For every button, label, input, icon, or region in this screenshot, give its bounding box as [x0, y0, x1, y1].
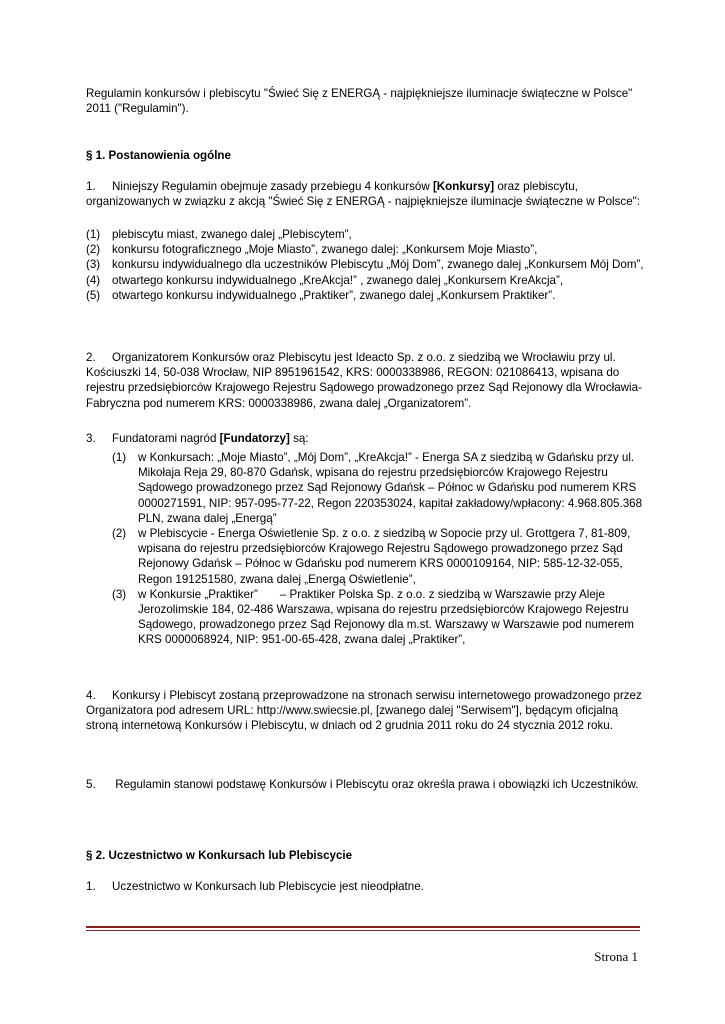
- list-item: [112, 450, 648, 526]
- list-item: [86, 273, 648, 288]
- list-item-text: otwartego konkursu indywidualnego „Praktiker”, zwanego dalej „Konkursem Praktiker”.: [112, 288, 556, 302]
- para-number: 2.: [86, 351, 96, 364]
- list-item-text: otwartego konkursu indywidualnego „KreAkcja!” , zwanego dalej „Konkursem KreAkcja”,: [112, 273, 564, 287]
- list-item: [112, 587, 648, 648]
- section1-para5: [86, 777, 648, 792]
- para-text: są:: [289, 432, 309, 445]
- para-number: 5.: [86, 778, 96, 791]
- list-item-text: w Plebiscycie - Energa Oświetlenie Sp. z o.o. z siedzibą w Sopocie przy ul. Grottgera 7, 81-809, wpisana do rejestru przedsiębiorców Krajowego Rejestru Sądowego prowadzonego przez Sąd Rejonowy Gdańsk – Północ w Gdańsku pod numerem KRS 0000109164, NIP: 585-12-32-055, Regon 191251580, zwana dalej „Energą Oświetlenie”,: [138, 527, 631, 586]
- para-text: Konkursy i Plebiscyt zostaną przeprowadzone na stronach serwisu internetowego prowadzonego przez Organizatora pod adresem URL: http://www.swiecsie.pl, [zwanego dalej "Serwisem"], będącym oficjalną stroną internetową Konkursów i Plebiscytu, w dniach od 2 grudnia 2011 roku do 24 stycznia 2012 roku.: [86, 689, 642, 733]
- para-text: oraz plebiscytu, organizowanych w związku z akcją "Świeć Się z ENERGĄ - najpiękniejsze iluminacje świąteczne w Polsce":: [86, 180, 641, 209]
- list-item: [86, 227, 648, 242]
- section1-para4: [86, 688, 648, 734]
- section1-para3: [86, 431, 648, 446]
- list-item: [86, 288, 648, 303]
- list-item-text: w Konkursie „Praktiker”: [138, 587, 258, 601]
- page-number: Strona 1: [594, 949, 638, 964]
- section1-para2: [86, 350, 648, 411]
- para-text: Niniejszy Regulamin obejmuje zasady przebiegu 4 konkursów: [112, 180, 433, 193]
- section1-heading: § 1. Postanowienia ogólne: [86, 149, 231, 162]
- list-item-number: (1): [112, 451, 127, 464]
- para-text: Uczestnictwo w Konkursach lub Plebiscycie jest nieodpłatne.: [112, 880, 424, 893]
- list-item-text: plebiscytu miast, zwanego dalej „Plebiscytem”,: [112, 228, 352, 241]
- para-number: 1.: [86, 180, 96, 193]
- section1-para3-list: [112, 450, 648, 648]
- para-bold-term: [Konkursy]: [432, 180, 495, 193]
- list-item: [112, 526, 648, 587]
- para-text: Regulamin stanowi podstawę Konkursów i Plebiscytu oraz określa prawa i obowiązki ich Uczestników.: [112, 778, 639, 791]
- section2-heading: § 2. Uczestnictwo w Konkursach lub Plebiscycie: [86, 849, 353, 862]
- list-item-text: konkursu fotograficznego „Moje Miasto”, zwanego dalej: „Konkursem Moje Miasto”,: [112, 243, 538, 257]
- list-item: [86, 257, 648, 272]
- list-item-number: (1): [86, 228, 101, 241]
- para-number: 1.: [86, 880, 96, 893]
- list-item-number: (3): [112, 587, 127, 601]
- intro-paragraph: Regulamin konkursów i plebiscytu "Świeć Się z ENERGĄ - najpiękniejsze iluminacje świąteczne w Polsce" 2011 ("Regulamin").: [86, 87, 633, 116]
- para-number: 3.: [86, 432, 96, 445]
- list-item: [86, 242, 648, 257]
- footer-rule-thin: [86, 930, 640, 931]
- list-item-text: w Konkursach: „Moje Miasto”, „Mój Dom”, „KreAkcja!” - Energa SA z siedzibą w Gdańsku przy ul. Mikołaja Reja 29, 80-870 Gdańsk, wpisana do rejestru przedsiębiorców Krajowego Rejestru Sądowego prowadzonego przez Sąd Rejonowy Gdańsk – Północ w Gdańsku pod numerem KRS 0000271591, NIP: 957-095-77-22, Regon 220353024, kapitał zakładowy/wpłacony: 4.968.805.368 PLN, zwana dalej „Energą”: [138, 451, 643, 525]
- list-item-number: (4): [86, 273, 101, 287]
- list-item-number: (3): [86, 258, 101, 272]
- section1-para1: [86, 179, 648, 209]
- section1-para1-list: [86, 227, 648, 303]
- section2-para1: [86, 879, 648, 894]
- para-text: Organizatorem Konkursów oraz Plebiscytu jest Ideacto Sp. z o.o. z siedzibą we Wrocławiu przy ul. Kościuszki 14, 50-038 Wrocław, NIP 8951961542, KRS: 0000338986, REGON: 021086413, wpisana do rejestru przedsiębiorców Krajowego Rejestru Sądowego prowadzonego przez Sąd Rejonowy dla Wrocławia- Fabryczna pod numerem KRS: 0000338986, zwana dalej „Organizatorem”.: [86, 351, 642, 410]
- footer-rule-thick: [86, 926, 640, 928]
- list-item-number: (5): [86, 288, 101, 302]
- list-item-number: (2): [112, 527, 127, 541]
- para-text: Fundatorami nagród: [112, 432, 220, 445]
- para-bold-term: [Fundatorzy]: [219, 432, 290, 445]
- list-item-text: konkursu indywidualnego dla uczestników Plebiscytu „Mój Dom”, zwanego dalej „Konkursem Mój Dom”,: [112, 258, 644, 272]
- list-item-text: – Praktiker Polska Sp. z o.o. z siedzibą w Warszawie przy Aleje Jerozolimskie 184, 02-486 Warszawa, wpisana do rejestru przedsiębiorców Krajowego Rejestru Sądowego, prowadzonego przez Sąd Rejonowy dla m.st. Warszawy w Warszawie pod numerem KRS 0000068924, NIP: 951-00-65-428, zwana dalej „Praktiker”,: [138, 587, 634, 647]
- para-number: 4.: [86, 689, 96, 702]
- list-item-number: (2): [86, 243, 101, 257]
